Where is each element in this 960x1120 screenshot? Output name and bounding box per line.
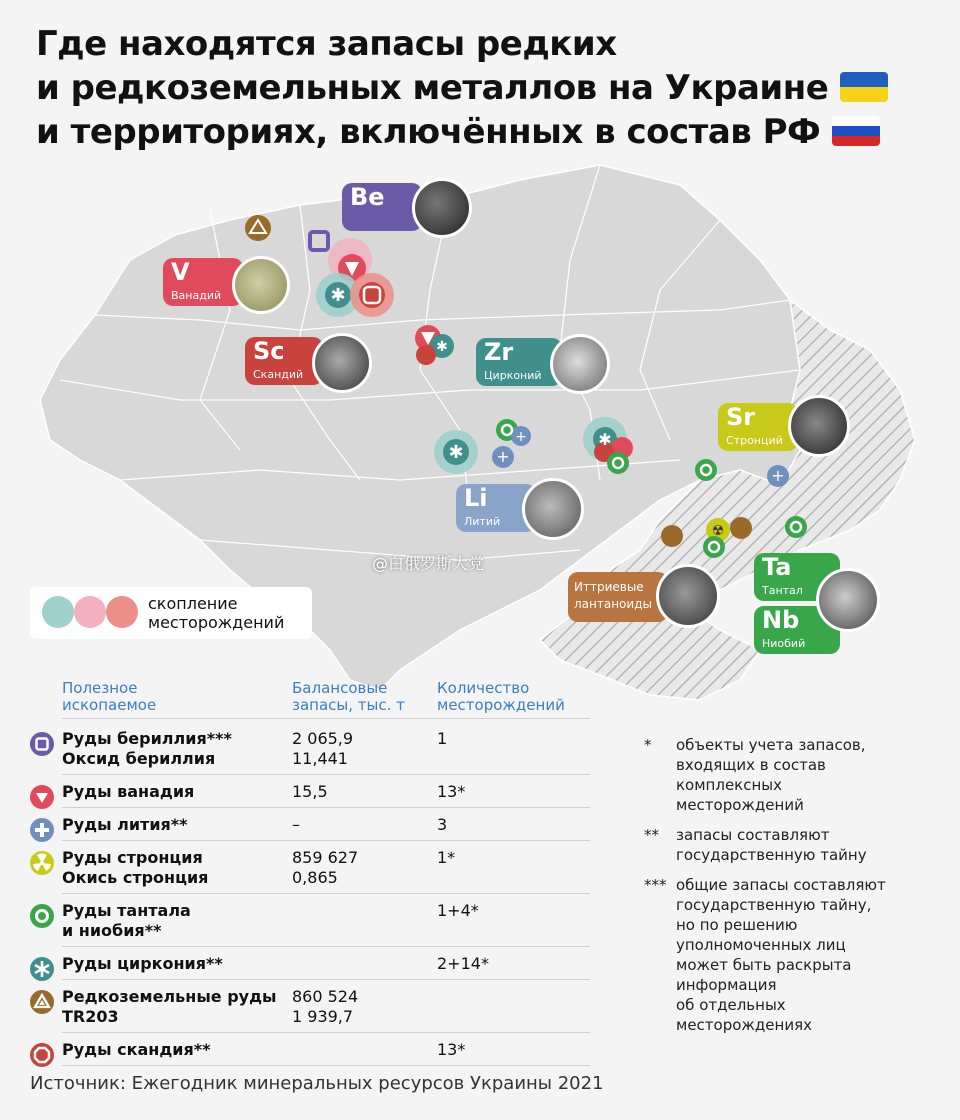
scandium-marker	[416, 345, 436, 365]
mineral-name	[62, 901, 191, 941]
reserves-line: 15,5	[292, 782, 328, 801]
element-name: Цирконий	[484, 369, 542, 382]
reserves-line: 11,441	[292, 749, 348, 768]
title-line-2	[36, 66, 936, 110]
footnote-line: но по решению	[676, 916, 798, 934]
footnote-line: месторождений	[676, 796, 804, 814]
footnote-line: месторождениях	[676, 1016, 812, 1034]
svg-text:+: +	[496, 447, 510, 466]
header-mineral-line-1: Полезное	[62, 679, 138, 697]
header-reserves	[292, 680, 405, 714]
deposits-count: 2+14*	[437, 954, 489, 973]
mineral-name-line: и ниобия**	[62, 921, 162, 940]
asterisk-icon	[30, 957, 54, 981]
header-reserves-line-1: Балансовые	[292, 679, 388, 697]
mineral-name-line: Руды циркония**	[62, 954, 223, 973]
reserves-value	[292, 848, 358, 888]
ukraine-flag-icon	[840, 72, 888, 102]
title-line-3	[36, 110, 936, 154]
mineral-name-line: Окись стронция	[62, 868, 209, 887]
beryllium-mineral-photo	[412, 178, 472, 238]
mineral-name-line: TR203	[62, 1007, 119, 1026]
rare-earth-marker	[661, 525, 683, 547]
footnote-mark: ***	[644, 876, 667, 894]
rare-earth-marker	[730, 517, 752, 539]
reserves-line: 860 524	[292, 987, 359, 1006]
svg-text:+: +	[515, 429, 527, 445]
reserves-line: 2 065,9	[292, 729, 354, 748]
svg-text:+: +	[771, 466, 785, 485]
cluster-swatch-pink	[74, 596, 106, 628]
reserves-line: 859 627	[292, 848, 359, 867]
cluster-swatch-red	[106, 596, 138, 628]
table-top-rule	[62, 718, 590, 719]
element-name: Стронций	[726, 434, 783, 447]
svg-text:☢: ☢	[711, 523, 725, 539]
footnote-line: государственную тайну	[676, 846, 867, 864]
header-deposits	[437, 680, 565, 714]
tantalum-niobium-mineral-photo	[816, 568, 880, 632]
cluster-legend-line-2: месторождений	[148, 613, 285, 632]
yttrium-label-line-2: лантаноиды	[574, 597, 652, 611]
source-line: Источник: Ежегодник минеральных ресурсов Украины 2021	[30, 1073, 604, 1094]
yttrium-mineral-photo	[656, 564, 720, 628]
footnote-line: общие запасы составляют	[676, 876, 886, 894]
element-tile-v	[163, 258, 243, 306]
deposits-count: 13*	[437, 1040, 466, 1059]
table-row	[62, 841, 590, 894]
footnote-line: запасы составляют	[676, 826, 830, 844]
header-mineral-line-2: ископаемое	[62, 696, 157, 714]
russia-flag-icon	[832, 116, 880, 146]
element-symbol: Sr	[726, 403, 756, 431]
reserves-value	[292, 815, 300, 835]
mineral-name-line: Руды скандия**	[62, 1040, 211, 1059]
deposits-count: 3	[437, 815, 448, 834]
element-name: Литий	[464, 515, 501, 528]
footnote	[644, 875, 934, 1035]
element-tile-sr	[718, 403, 798, 451]
tantalum-marker	[607, 452, 629, 474]
element-symbol: Li	[464, 484, 488, 512]
header-mineral	[62, 680, 156, 714]
table-row	[62, 722, 590, 775]
svg-text:✱: ✱	[448, 442, 464, 463]
cluster-legend-label	[148, 594, 284, 632]
zirconium-mineral-photo	[550, 334, 610, 394]
element-name: Тантал	[762, 584, 803, 597]
footnote-line: объекты учета запасов,	[676, 736, 866, 754]
cluster-legend-line-1: скопление	[148, 594, 238, 613]
footnote	[644, 825, 934, 865]
footnote-line: комплексных	[676, 776, 783, 794]
reserves-line: –	[292, 815, 300, 834]
footnote-line: может быть раскрыта	[676, 956, 852, 974]
mineral-name	[62, 782, 194, 802]
element-symbol: Ta	[762, 553, 792, 581]
mineral-name-line: Руды лития**	[62, 815, 188, 834]
footnote-line: входящих в состав	[676, 756, 826, 774]
mineral-name	[62, 987, 276, 1027]
footnote-line: информация	[676, 976, 777, 994]
title-line-3-text: и территориях, включённых в состав РФ	[36, 112, 821, 152]
table-row	[62, 980, 590, 1033]
element-symbol: Nb	[762, 606, 800, 634]
mineral-name-line: Руды ванадия	[62, 782, 195, 801]
footnote-mark: **	[644, 826, 659, 844]
header-deposits-line-1: Количество	[437, 679, 530, 697]
footnote-line: государственную тайну,	[676, 896, 872, 914]
octagon-icon	[30, 1043, 54, 1067]
reserves-value	[292, 782, 328, 802]
minerals-table	[30, 722, 590, 1066]
deposits-count: 13*	[437, 782, 466, 801]
tantalum-marker	[785, 516, 807, 538]
reserves-value	[292, 987, 358, 1027]
strontium-mineral-photo	[788, 395, 850, 457]
table-row	[62, 1033, 590, 1066]
element-name: Ванадий	[171, 289, 222, 302]
footnote-line: уполномоченных лиц	[676, 936, 846, 954]
footnote-line: об отдельных	[676, 996, 786, 1014]
mineral-name-line: Руды тантала	[62, 901, 191, 920]
element-tile-be	[342, 183, 422, 231]
element-symbol: Sc	[253, 337, 285, 365]
scandium-mineral-photo	[312, 333, 372, 393]
mineral-name	[62, 848, 208, 888]
reserves-value	[292, 729, 353, 769]
mineral-name	[62, 1040, 210, 1060]
element-name: Ниобий	[762, 637, 806, 650]
square-icon	[30, 732, 54, 756]
element-tile-yttrium	[568, 572, 668, 622]
table-row	[62, 894, 590, 947]
triangle-up-icon	[30, 990, 54, 1014]
title-line-1: Где находятся запасы редких	[36, 24, 617, 64]
deposits-count: 1+4*	[437, 901, 479, 920]
mineral-name-line: Руды стронция	[62, 848, 203, 867]
plus-icon	[30, 818, 54, 842]
vanadium-mineral-photo	[232, 256, 290, 314]
svg-text:✱: ✱	[436, 339, 448, 355]
table-row	[62, 947, 590, 980]
tantalum-marker	[695, 459, 717, 481]
mineral-name	[62, 954, 223, 974]
footnote-mark: *	[644, 736, 652, 754]
ring-icon	[30, 904, 54, 928]
title-line-2-text: и редкоземельных металлов на Украине	[36, 68, 829, 108]
mineral-name-line: Редкоземельные руды	[62, 987, 277, 1006]
deposits-count: 1*	[437, 848, 456, 867]
watermark: @白俄罗斯大党	[372, 554, 485, 573]
header-deposits-line-2: месторождений	[437, 696, 565, 714]
yttrium-label-line-1: Иттриевые	[574, 580, 644, 594]
lithium-mineral-photo	[522, 478, 584, 540]
footnotes	[644, 735, 934, 1045]
radiation-icon	[30, 851, 54, 875]
header-reserves-line-2: запасы, тыс. т	[292, 696, 405, 714]
mineral-name-line: Руды бериллия***	[62, 729, 232, 748]
element-name: Скандий	[253, 368, 304, 381]
cluster-legend	[30, 587, 312, 639]
svg-text:✱: ✱	[330, 285, 346, 306]
mineral-name-line: Оксид бериллия	[62, 749, 216, 768]
element-symbol: V	[171, 258, 190, 286]
mineral-name	[62, 815, 188, 835]
mineral-name	[62, 729, 232, 769]
table-row	[62, 775, 590, 808]
cluster-swatch-teal	[42, 596, 74, 628]
tantalum-marker	[703, 536, 725, 558]
reserves-line: 0,865	[292, 868, 338, 887]
svg-text:✱: ✱	[598, 430, 612, 449]
triangle-down-icon	[30, 785, 54, 809]
table-row	[62, 808, 590, 841]
footnote	[644, 735, 934, 815]
element-symbol: Zr	[484, 338, 514, 366]
reserves-line: 1 939,7	[292, 1007, 354, 1026]
page-title	[36, 22, 936, 154]
element-symbol: Be	[350, 183, 385, 211]
deposits-count: 1	[437, 729, 448, 748]
